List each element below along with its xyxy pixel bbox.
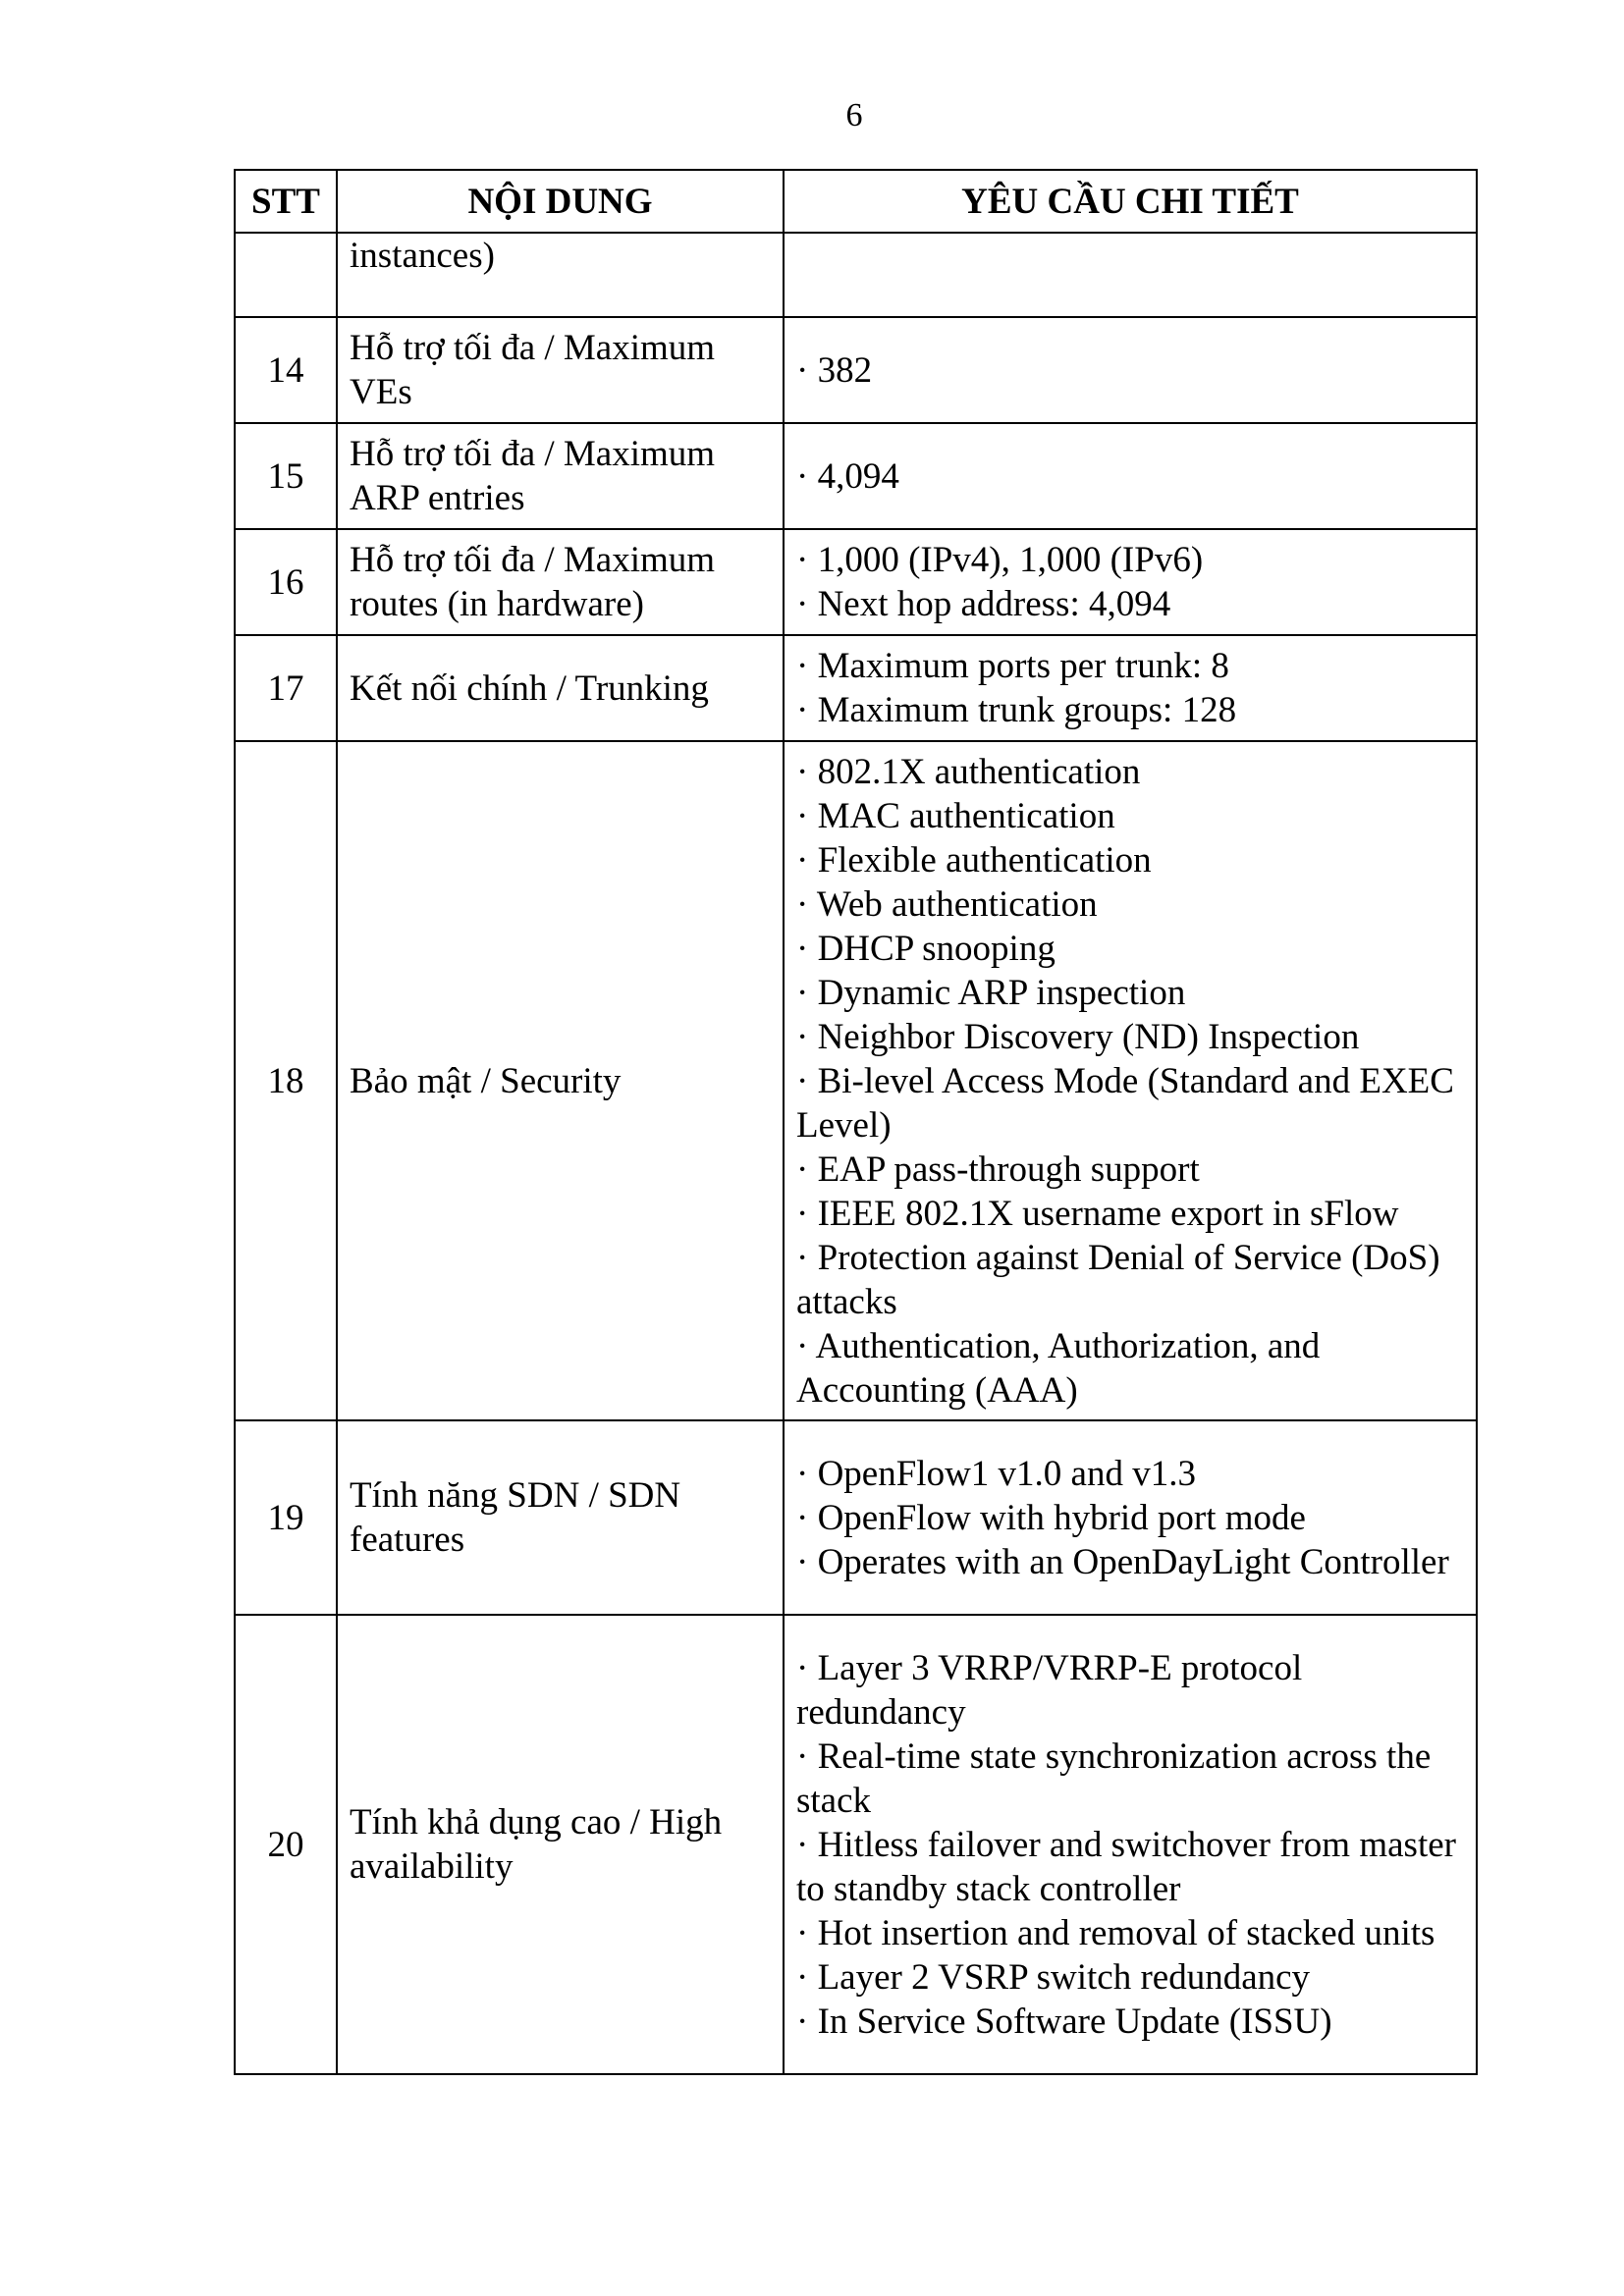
detail-line: · MAC authentication (796, 795, 1115, 836)
cell-content: Bảo mật / Security (337, 741, 784, 1420)
cell-content: Kết nối chính / Trunking (337, 635, 784, 741)
detail-line: · Hot insertion and removal of stacked units (796, 1912, 1435, 1953)
detail-line: · Operates with an OpenDayLight Controller (796, 1541, 1449, 1582)
detail-line: · Real-time state synchronization across the stack (796, 1735, 1432, 1821)
cell-detail (784, 233, 1477, 317)
spec-table (234, 169, 1478, 2075)
detail-line: · Maximum ports per trunk: 8 (796, 646, 1229, 686)
detail-line: · Layer 2 VSRP switch redundancy (796, 1956, 1311, 1998)
table-body (235, 233, 1477, 2074)
cell-content: Hỗ trợ tối đa / Maximum ARP entries (337, 423, 784, 529)
detail-line: · Authentication, Authorization, and Accounting (AAA) (796, 1325, 1321, 1411)
cell-detail (784, 529, 1477, 635)
cell-stt: 17 (235, 635, 337, 741)
table-header (235, 170, 1477, 233)
detail-line: · Protection against Denial of Service (DoS) attacks (796, 1237, 1440, 1322)
detail-line: · 4,094 (796, 455, 899, 497)
cell-content: instances) (337, 233, 784, 317)
table-row (235, 317, 1477, 423)
cell-stt (235, 233, 337, 317)
cell-stt: 20 (235, 1615, 337, 2074)
detail-line: · EAP pass-through support (796, 1148, 1200, 1190)
detail-line: · 802.1X authentication (796, 751, 1141, 792)
detail-line: · DHCP snooping (796, 928, 1056, 969)
table-row (235, 1615, 1477, 2074)
page-number: 6 (845, 97, 863, 133)
detail-line: · Flexible authentication (796, 839, 1152, 881)
detail-line: · 382 (796, 349, 873, 391)
detail-line: · Dynamic ARP inspection (796, 972, 1186, 1013)
cell-detail (784, 317, 1477, 423)
cell-stt: 15 (235, 423, 337, 529)
table-row (235, 529, 1477, 635)
cell-stt: 14 (235, 317, 337, 423)
cell-content: Tính năng SDN / SDN features (337, 1420, 784, 1615)
cell-detail (784, 1420, 1477, 1615)
cell-detail (784, 423, 1477, 529)
table-row (235, 741, 1477, 1420)
cell-content: Hỗ trợ tối đa / Maximum routes (in hardware) (337, 529, 784, 635)
cell-stt: 16 (235, 529, 337, 635)
detail-line: · In Service Software Update (ISSU) (796, 2001, 1332, 2042)
detail-line: · OpenFlow1 v1.0 and v1.3 (796, 1453, 1196, 1494)
detail-line: · Web authentication (796, 883, 1098, 925)
table-row (235, 635, 1477, 741)
cell-detail (784, 741, 1477, 1420)
detail-line: · Layer 3 VRRP/VRRP-E protocol redundancy (796, 1647, 1303, 1733)
cell-detail (784, 1615, 1477, 2074)
header-detail: YÊU CẦU CHI TIẾT (784, 170, 1477, 233)
cell-content: Tính khả dụng cao / High availability (337, 1615, 784, 2074)
detail-line: · Hitless failover and switchover from master to standby stack controller (796, 1824, 1456, 1909)
detail-line: · IEEE 802.1X username export in sFlow (796, 1193, 1399, 1234)
detail-line: · OpenFlow with hybrid port mode (796, 1497, 1306, 1538)
cell-content: Hỗ trợ tối đa / Maximum VEs (337, 317, 784, 423)
cell-stt: 18 (235, 741, 337, 1420)
detail-line: · Neighbor Discovery (ND) Inspection (796, 1016, 1360, 1057)
cell-detail (784, 635, 1477, 741)
detail-line: · Maximum trunk groups: 128 (796, 690, 1237, 730)
table-row (235, 1420, 1477, 1615)
header-content: NỘI DUNG (337, 170, 784, 233)
detail-line: · Next hop address: 4,094 (796, 584, 1171, 624)
header-stt: STT (235, 170, 337, 233)
table-row (235, 423, 1477, 529)
detail-line: · 1,000 (IPv4), 1,000 (IPv6) (796, 540, 1204, 580)
detail-line: · Bi-level Access Mode (Standard and EXEC Level) (796, 1060, 1454, 1146)
table-row-continuation (235, 233, 1477, 317)
cell-stt: 19 (235, 1420, 337, 1615)
header-row (235, 170, 1477, 233)
